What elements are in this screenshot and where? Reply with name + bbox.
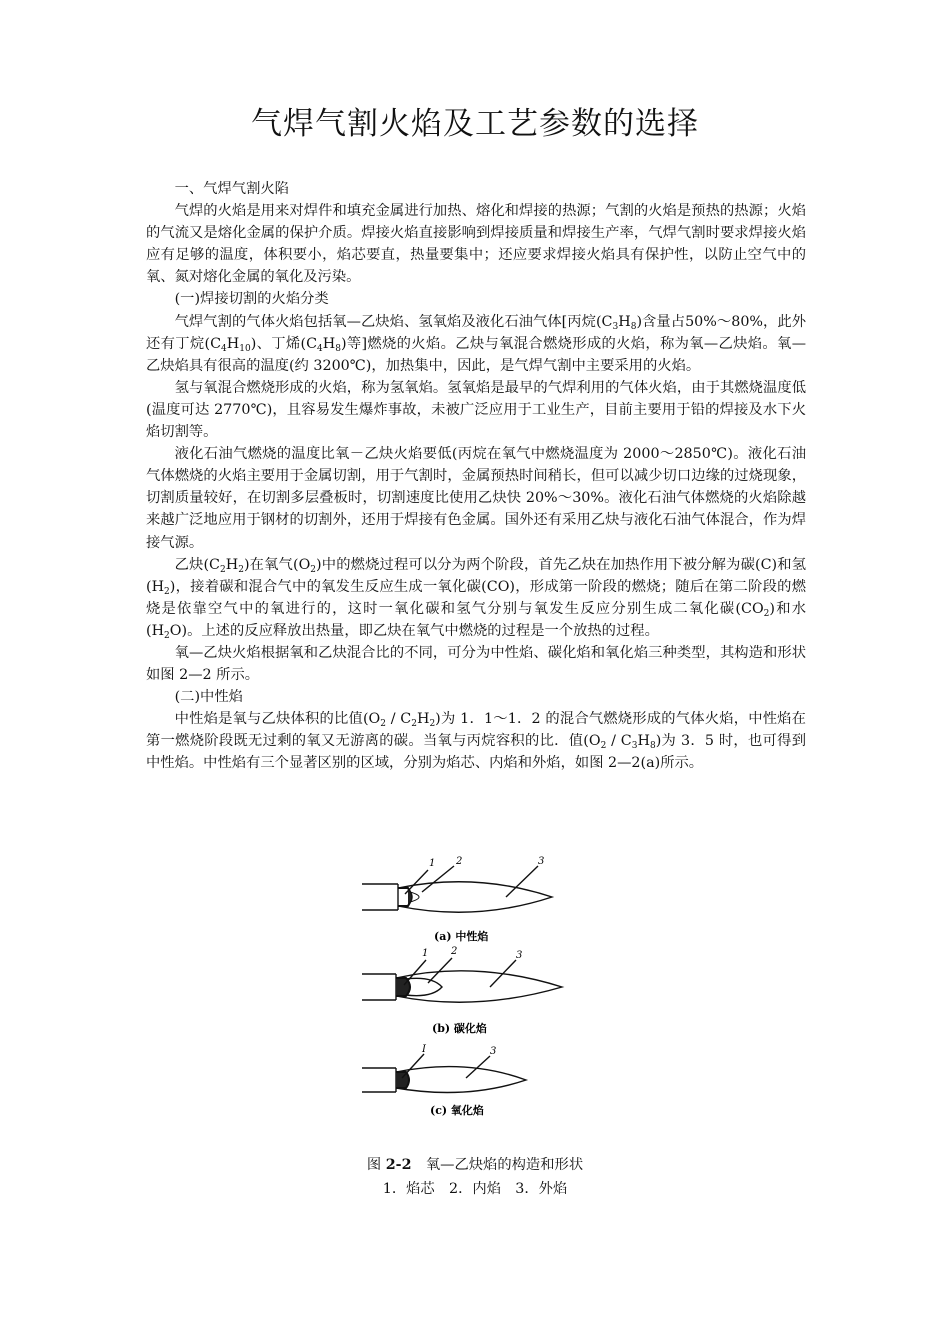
figure-c-label-1: I xyxy=(422,1044,426,1055)
paragraph-1: 气焊的火焰是用来对焊件和填充金属进行加热、熔化和焊接的热源；气割的火焰是预热的热源；火焰的气流又是熔化金属的保护介质。焊接火焰直接影响到焊接质量和焊接生产率，气焊气割时要求焊接火焰应有足够的温度，体积要小，焰芯要直，热量要集中；还应要求焊接火焰具有保护性，以防止空气中的氧、氮对熔化金属的氧化及污染。 xyxy=(146,203,806,286)
paragraph-6: 氧—乙炔火焰根据氧和乙炔混合比的不同，可分为中性焰、碳化焰和氧化焰三种类型，其构造和形状如图 2—2 所示。 xyxy=(146,644,806,684)
carburizing-flame-drawing xyxy=(362,958,562,1002)
figure-a-label-1: 1 xyxy=(429,858,436,869)
page-title: 气焊气割火焰及工艺参数的选择 xyxy=(251,106,699,142)
figure-caption: 图 2-2 氧—乙炔焰的构造和形状 xyxy=(366,1157,584,1173)
oxidizing-flame-drawing xyxy=(362,1054,526,1093)
figure-legend: 1．焰芯 2．内焰 3．外焰 xyxy=(382,1181,568,1197)
section-heading-1b: (二)中性焰 xyxy=(174,689,243,706)
paragraph-2: 气焊气割的气体火焰包括氧—乙炔焰、氢氧焰及液化石油气体[丙烷$(C_3H_8)$含量占50%～80%，此外还有丁烷$(C_4H_{10})$、丁烯$(C_4H_8)$等]燃烧的火焰。乙炔与氧混合燃烧形成的火焰，称为氧—乙炔焰。氧—乙炔焰具有很高的温度(约 3200℃)，加热集中，因此，是气焊气割中主要采用的火焰。 xyxy=(146,313,807,374)
section-heading-1: 一、气焊气割火陷 xyxy=(174,181,289,197)
figure-c-label-3: 3 xyxy=(490,1046,497,1057)
figure-c-caption: (c) 氧化焰 xyxy=(430,1104,484,1117)
section-heading-1a: (一)焊接切割的火焰分类 xyxy=(174,291,329,308)
figure-b-label-3: 3 xyxy=(516,950,523,961)
figure-a-label-3: 3 xyxy=(538,856,545,867)
figure-a-label-2: 2 xyxy=(456,856,463,867)
figure-b-caption: (b) 碳化焰 xyxy=(432,1022,487,1035)
flame-diagram xyxy=(356,848,570,1120)
figure-b-label-2: 2 xyxy=(451,946,458,957)
document-body xyxy=(146,178,806,775)
paragraph-7: 中性焰是氧与乙炔体积的比值$(O_2 / C_2H_2)$为 1．1～1．2 的混合气燃烧形成的气体火焰，中性焰在第一燃烧阶段既无过剩的氧又无游离的碳。当氧与丙烷容积的比．值$(O_2 / C_3H_8)$为 3．5 时，也可得到中性焰。中性焰有三个显著区别的区域，分别为焰芯、内焰和外焰，如图 2—2(a)所示。 xyxy=(146,711,806,772)
paragraph-5: 乙炔$(C_2H_2)$在氧气$(O_2)$中的燃烧过程可以分为两个阶段，首先乙炔在加热作用下被分解为碳(C)和氢$(H_2)$，接着碳和混合气中的氧发生反应生成一氧化碳(CO)，形成第一阶段的燃烧；随后在第二阶段的燃烧是依靠空气中的氧进行的，这时一氧化碳和氢气分别与氧发生反应分别生成二氧化碳$(CO_2)$和水$(H_2O)$。上述的反应释放出热量，即乙炔在氧气中燃烧的过程是一个放热的过程。 xyxy=(146,556,807,641)
flame-figure xyxy=(356,848,570,1120)
paragraph-3: 氢与氧混合燃烧形成的火焰，称为氢氧焰。氢氧焰是最早的气焊利用的气体火焰，由于其燃烧温度低(温度可达 2770℃)，且容易发生爆炸事故，未被广泛应用于工业生产，目前主要用于铅的焊接及水下火焰切割等。 xyxy=(146,379,806,441)
figure-number: 2-2 xyxy=(385,1157,412,1173)
paragraph-4: 液化石油气燃烧的温度比氧－乙炔火焰要低(丙烷在氧气中燃烧温度为 2000～2850℃)。液化石油气体燃烧的火焰主要用于金属切割，用于气割时，金属预热时间稍长，但可以减少切口边缘的过烧现象，切割质量较好，在切割多层叠板时，切割速度比使用乙炔快 20%～30%。液化石油气体燃烧的火焰除越来越广泛地应用于钢材的切割外，还用于焊接有色金属。国外还有采用乙炔与液化石油气体混合，作为焊接气源。 xyxy=(146,446,806,551)
figure-b-label-1: 1 xyxy=(422,948,429,959)
figure-a-caption: (a) 中性焰 xyxy=(434,930,489,943)
neutral-flame-drawing xyxy=(362,866,552,912)
